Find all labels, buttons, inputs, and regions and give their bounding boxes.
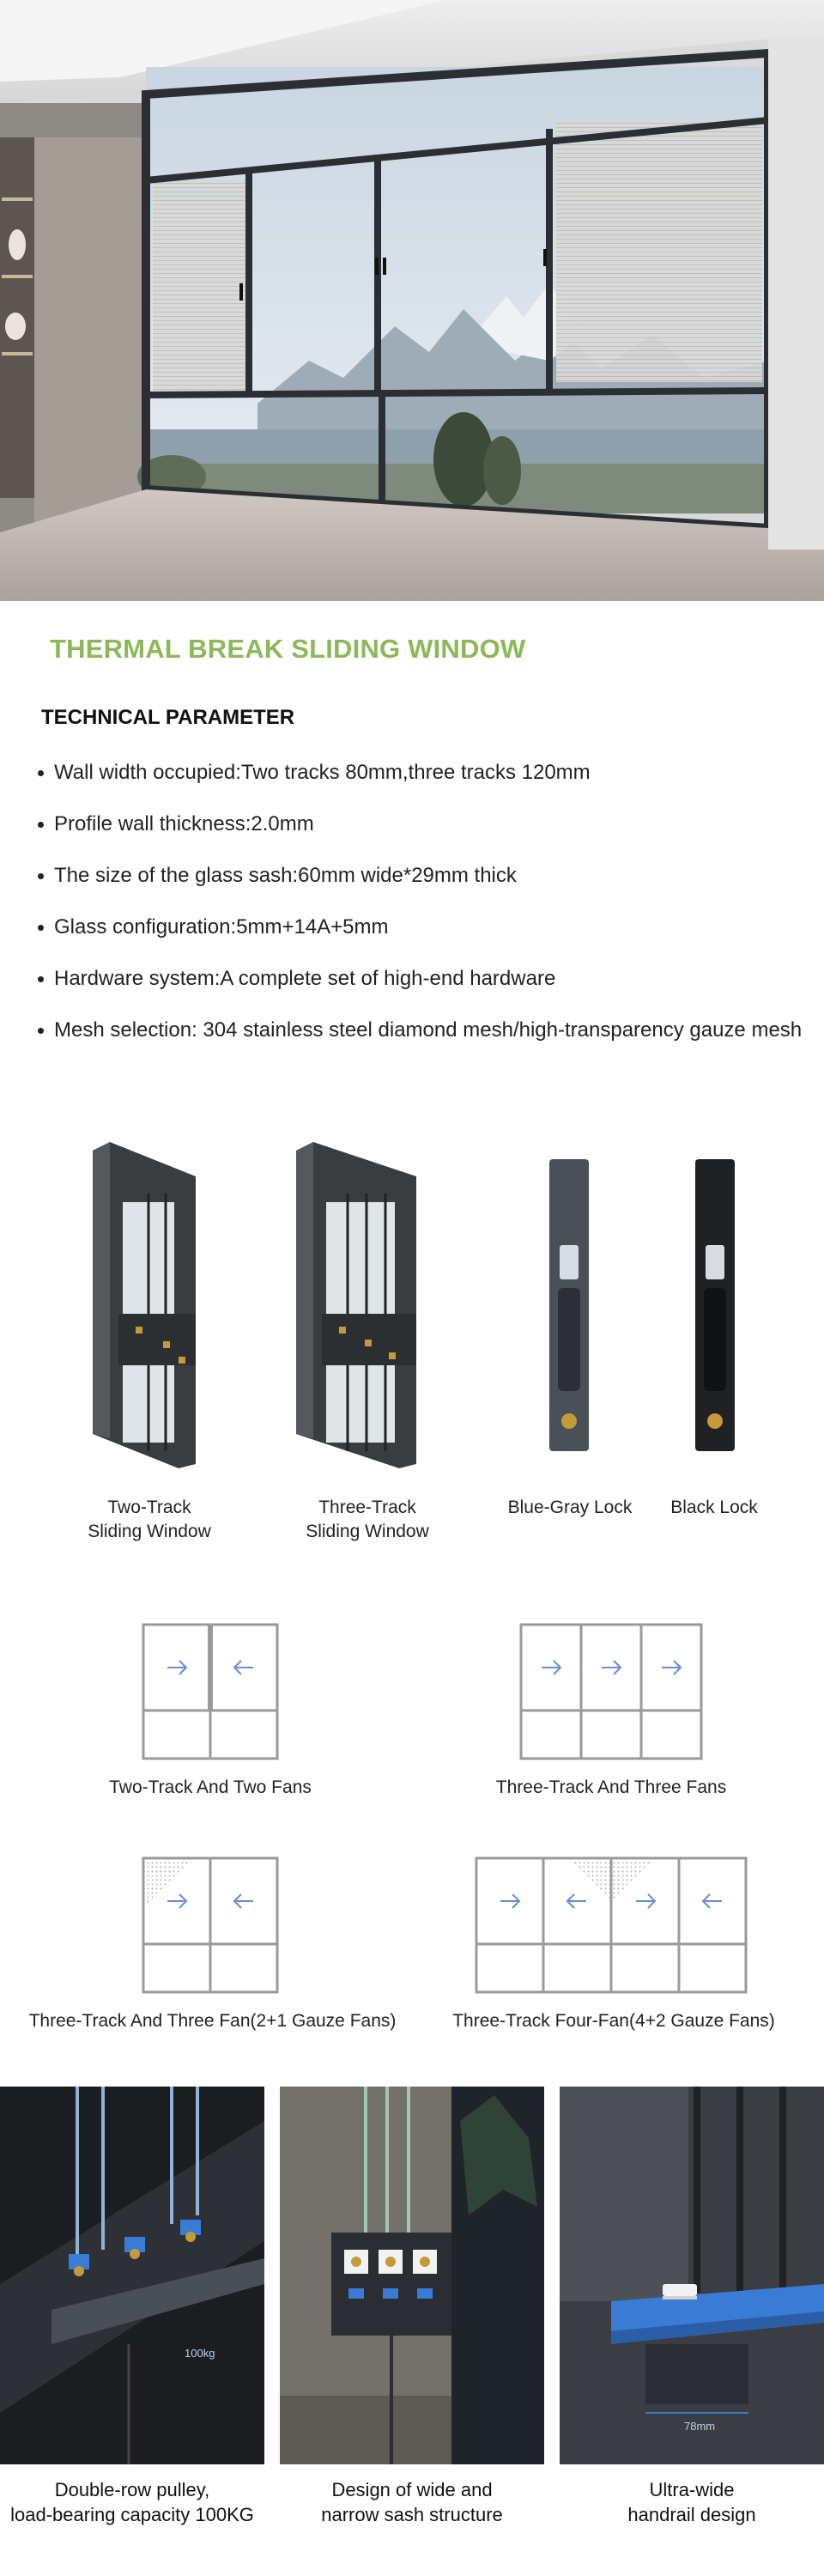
section-subtitle: TECHNICAL PARAMETER — [41, 706, 295, 729]
product-label-line: Two-Track — [107, 1498, 191, 1517]
product-label-line: Blue-Gray Lock — [507, 1498, 633, 1517]
product-label-line: Sliding Window — [88, 1522, 211, 1541]
feature-caption-pulley — [0, 2477, 264, 2527]
bullet-icon — [38, 822, 44, 828]
hero-image — [0, 0, 824, 601]
feature-handrail-image — [560, 2087, 824, 2464]
feature-caption-line: handrail design — [627, 2504, 756, 2525]
diagram-label-two-track: Two-Track And Two Fans — [109, 1777, 312, 1797]
parameter-item — [38, 1005, 802, 1056]
bullet-icon — [38, 873, 44, 879]
parameter-item — [38, 850, 802, 902]
product-label-line: Three-Track — [318, 1498, 416, 1517]
feature-caption-line: load-bearing capacity 100KG — [10, 2504, 254, 2525]
three-track-profile-image — [288, 1142, 433, 1473]
blue-gray-lock-image — [548, 1159, 591, 1455]
product-label-line: Black Lock — [670, 1498, 758, 1517]
diagram-three-track-four-fan — [475, 1856, 748, 1998]
page-title: THERMAL BREAK SLIDING WINDOW — [50, 634, 526, 664]
load-tag: 100kg — [185, 2347, 215, 2360]
black-lock-image — [694, 1159, 736, 1455]
two-track-profile-image — [84, 1142, 213, 1473]
diagram-label-three-track-gauze: Three-Track And Three Fan(2+1 Gauze Fans) — [28, 2011, 397, 2031]
bullet-icon — [38, 925, 44, 931]
diagram-three-track-three-fans — [519, 1623, 703, 1765]
parameter-text: Wall width occupied:Two tracks 80mm,three tracks 120mm — [54, 761, 591, 784]
feature-pulley-image — [0, 2087, 264, 2464]
product-label-black-lock — [620, 1496, 809, 1520]
parameter-text: Mesh selection: 304 stainless steel diamond mesh/high-transparency gauze mesh — [54, 1018, 803, 1042]
product-label-three-track — [273, 1496, 462, 1544]
bullet-icon — [38, 770, 44, 776]
diagram-label-three-track-four-fan: Three-Track Four-Fan(4+2 Gauze Fans) — [452, 2011, 775, 2031]
parameter-item — [38, 799, 802, 850]
diagram-two-track-two-fans — [142, 1623, 279, 1765]
parameter-text: Glass configuration:5mm+14A+5mm — [54, 915, 389, 939]
diagram-label-three-track: Three-Track And Three Fans — [495, 1777, 727, 1797]
parameter-text: Hardware system:A complete set of high-end hardware — [54, 967, 556, 990]
feature-sash-structure-image — [280, 2087, 544, 2464]
diagram-three-track-gauze — [142, 1856, 279, 1998]
feature-caption-line: Double-row pulley, — [54, 2479, 210, 2500]
bullet-icon — [38, 1028, 44, 1034]
bullet-icon — [38, 976, 44, 982]
product-label-two-track — [55, 1496, 244, 1544]
parameter-item — [38, 953, 802, 1005]
parameter-item — [38, 747, 802, 799]
feature-caption-handrail — [560, 2477, 824, 2527]
parameter-text: Profile wall thickness:2.0mm — [54, 812, 314, 835]
width-tag: 78mm — [684, 2420, 716, 2433]
parameter-item — [38, 902, 802, 953]
parameter-text: The size of the glass sash:60mm wide*29mm thick — [54, 864, 517, 887]
feature-caption-line: Ultra-wide — [649, 2479, 735, 2500]
feature-caption-line: narrow sash structure — [321, 2504, 503, 2525]
product-label-line: Sliding Window — [306, 1522, 429, 1541]
parameter-list — [38, 747, 802, 1056]
feature-caption-sash — [280, 2477, 544, 2527]
feature-caption-line: Design of wide and — [331, 2479, 493, 2500]
